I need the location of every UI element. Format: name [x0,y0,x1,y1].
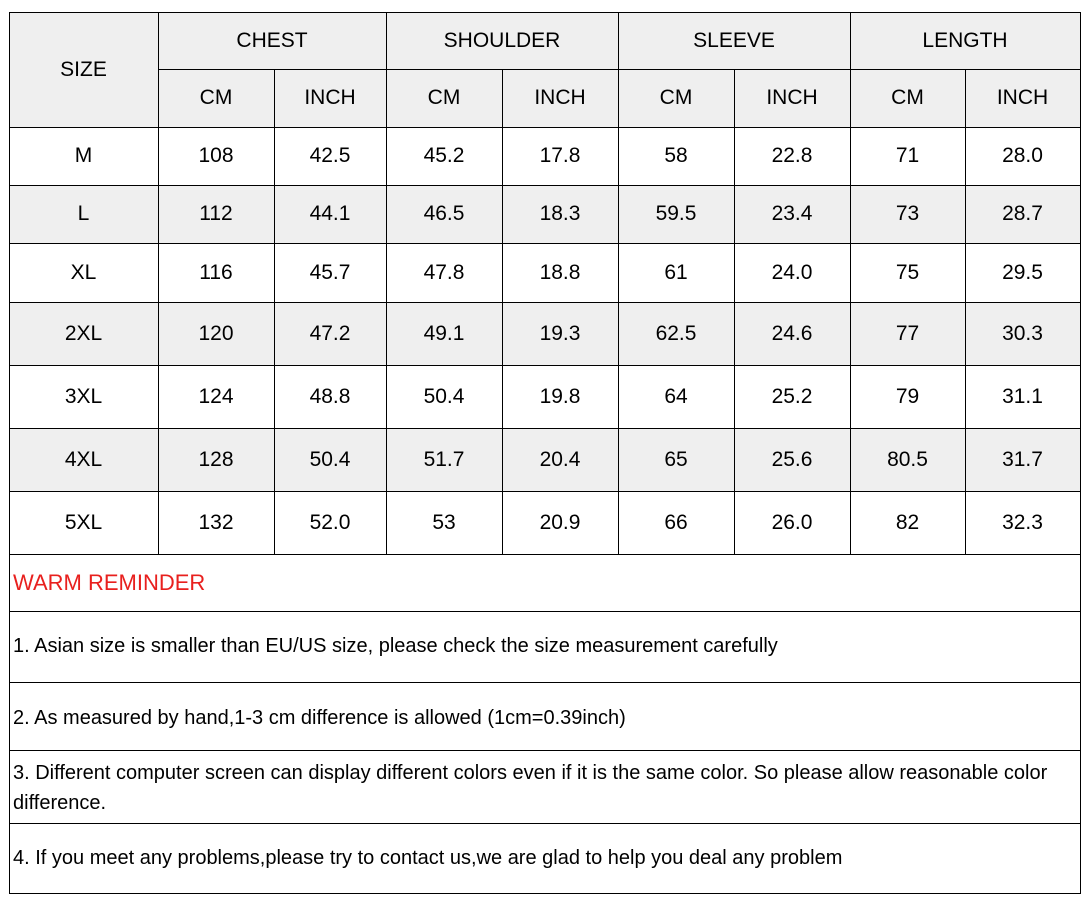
unit-row-line [158,69,1081,70]
table-cell-text: 128 [198,447,234,471]
table-cell [965,491,1080,554]
unit-header-text: INCH [304,86,356,109]
table-cell-text: 52.0 [309,510,351,534]
table-cell-text: 124 [198,384,234,408]
table-cell [965,127,1080,185]
note-divider [9,823,1081,824]
table-cell-text: 45.7 [309,260,351,284]
column-divider [158,12,159,554]
unit-header [502,69,618,127]
table-cell [386,365,502,428]
table-cell [734,185,850,243]
table-cell-text: 112 [199,202,233,225]
group-header-sleeve [618,12,850,69]
table-cell-text: 32.3 [1002,510,1043,534]
table-cell-text: 44.1 [309,202,351,225]
table-cell-text: 19.8 [539,384,581,408]
reminder-note-2: 2. As measured by hand,1-3 cm difference is allowed (1cm=0.39inch) [13,707,626,729]
row-divider [9,243,1081,244]
table-cell [158,365,274,428]
table-cell [386,302,502,365]
table-cell-text: 79 [895,384,920,408]
unit-header-text: INCH [534,86,586,109]
reminder-note-1: 1. Asian size is smaller than EU/US size, please check the size measurement carefully [13,635,778,657]
table-cell-text: 80.5 [887,447,928,471]
table-cell [965,243,1080,302]
group-header-chest-text: CHEST [236,28,308,52]
table-cell-text: 48.8 [309,384,351,408]
size-label-text: 5XL [64,510,103,534]
table-cell [850,302,965,365]
table-cell-text: 18.3 [539,202,581,225]
unit-header [386,69,502,127]
column-divider [734,69,735,554]
size-label [9,491,158,554]
unit-header-text: CM [659,86,693,109]
row-divider [9,491,1081,492]
table-cell [158,428,274,491]
row-divider [9,185,1081,186]
table-cell [850,243,965,302]
table-cell-text: 31.1 [1002,384,1043,408]
table-cell-text: 61 [664,260,688,284]
table-cell-text: 82 [895,510,920,534]
unit-header-text: CM [891,86,924,109]
group-header-sleeve-text: SLEEVE [693,28,775,52]
group-header-shoulder-text: SHOULDER [443,28,561,52]
size-label-text: XL [70,260,97,284]
unit-header [965,69,1080,127]
table-cell-text: 73 [895,202,920,225]
table-cell-text: 24.6 [771,321,813,345]
table-cell-text: 31.7 [1002,447,1043,471]
group-header-shoulder [386,12,618,69]
table-cell [734,491,850,554]
table-cell [274,185,386,243]
table-cell [386,491,502,554]
table-cell-text: 42.5 [309,144,351,167]
table-cell [502,243,618,302]
table-cell [618,302,734,365]
table-cell-text: 45.2 [423,144,465,167]
row-divider [9,428,1081,429]
table-cell [850,185,965,243]
table-cell-text: 19.3 [539,321,581,345]
size-label [9,428,158,491]
table-cell [158,302,274,365]
table-cell [734,127,850,185]
table-cell [274,491,386,554]
group-header-chest [158,12,386,69]
note-divider [9,682,1081,683]
table-cell-text: 23.4 [771,202,813,225]
table-cell-text: 62.5 [655,321,697,345]
table-cell [158,127,274,185]
table-cell-text: 24.0 [771,260,813,284]
table-cell [274,302,386,365]
table-cell [618,365,734,428]
unit-header [850,69,965,127]
table-cell [386,185,502,243]
size-label [9,365,158,428]
table-cell-text: 20.9 [539,510,581,534]
table-cell [850,491,965,554]
table-cell [618,127,734,185]
unit-header-text: CM [427,86,461,109]
size-header: SIZE [60,57,107,81]
table-cell-text: 25.6 [771,447,813,471]
table-cell [386,243,502,302]
table-cell [502,491,618,554]
size-label-text: 2XL [64,321,103,345]
unit-header-text: INCH [996,86,1049,109]
note-divider [9,611,1081,612]
unit-header [274,69,386,127]
unit-header [618,69,734,127]
column-divider [965,69,966,554]
table-cell-text: 29.5 [1002,260,1043,284]
table-cell [158,185,274,243]
column-divider [850,12,851,554]
table-cell-text: 18.8 [539,260,581,284]
unit-header-text: CM [199,86,233,109]
table-cell-text: 77 [895,321,920,345]
table-cell [965,302,1080,365]
table-cell [618,491,734,554]
table-cell [274,428,386,491]
table-cell-text: 71 [895,144,920,167]
column-divider [502,69,503,554]
group-header-length-text: LENGTH [922,28,1008,52]
table-cell-text: 58 [664,144,688,167]
size-label-text: 3XL [64,384,103,408]
table-cell-text: 30.3 [1002,321,1043,345]
reminder-note-3: 3. Different computer screen can display different colors even if it is the same color. So please allow reasonable color difference. [13,762,1048,814]
column-divider [274,69,275,554]
table-border-top [9,12,1081,13]
border-left [9,12,10,894]
unit-header [158,69,274,127]
reminder-note-4: 4. If you meet any problems,please try to contact us,we are glad to help you deal any problem [13,847,843,869]
table-cell [965,428,1080,491]
size-label-text: M [74,144,93,167]
row-divider [9,302,1081,303]
table-cell [734,365,850,428]
row-divider [9,127,1081,128]
column-divider [618,12,619,554]
table-cell [274,243,386,302]
table-cell-text: 47.8 [423,260,465,284]
table-cell-text: 47.2 [309,321,351,345]
size-label [9,243,158,302]
table-cell [386,127,502,185]
table-cell [502,428,618,491]
table-cell [850,127,965,185]
table-cell [965,365,1080,428]
table-cell-text: 50.4 [423,384,465,408]
table-cell-text: 75 [895,260,920,284]
size-label-text: L [77,202,90,225]
table-cell-text: 28.7 [1002,202,1043,225]
table-cell [734,428,850,491]
table-cell-text: 120 [198,321,234,345]
table-cell-text: 66 [664,510,688,534]
table-cell [158,243,274,302]
table-cell [618,243,734,302]
table-cell [274,365,386,428]
table-cell [965,185,1080,243]
table-cell [618,428,734,491]
table-cell [850,365,965,428]
note-divider [9,893,1081,894]
row-divider [9,365,1081,366]
table-cell-text: 53 [432,510,456,534]
table-cell-text: 49.1 [423,321,465,345]
table-cell-text: 50.4 [309,447,351,471]
table-cell [386,428,502,491]
size-label [9,302,158,365]
size-label [9,127,158,185]
table-cell [502,127,618,185]
table-cell-text: 26.0 [771,510,813,534]
table-cell [850,428,965,491]
warm-reminder-title: WARM REMINDER [13,570,206,595]
group-header-length [850,12,1080,69]
table-cell-text: 46.5 [423,202,465,225]
column-divider [386,12,387,554]
table-cell [734,302,850,365]
table-cell-text: 20.4 [539,447,581,471]
unit-header [734,69,850,127]
table-cell [502,185,618,243]
table-cell [502,365,618,428]
table-cell [734,243,850,302]
table-cell-text: 17.8 [539,144,581,167]
table-cell-text: 65 [664,447,688,471]
table-cell-text: 28.0 [1002,144,1043,167]
table-cell [158,491,274,554]
table-cell [274,127,386,185]
unit-header-text: INCH [766,86,818,109]
note-divider [9,750,1081,751]
table-cell-text: 108 [198,144,234,167]
table-cell-text: 51.7 [423,447,465,471]
table-cell-text: 59.5 [655,202,697,225]
table-cell-text: 64 [664,384,688,408]
table-cell-text: 132 [198,510,234,534]
table-cell-text: 22.8 [771,144,813,167]
size-label-text: 4XL [64,447,103,471]
table-cell-text: 25.2 [771,384,813,408]
row-divider [9,554,1081,555]
size-header-cell [9,12,158,127]
table-cell [502,302,618,365]
table-cell [618,185,734,243]
size-label [9,185,158,243]
table-cell-text: 116 [199,260,233,284]
